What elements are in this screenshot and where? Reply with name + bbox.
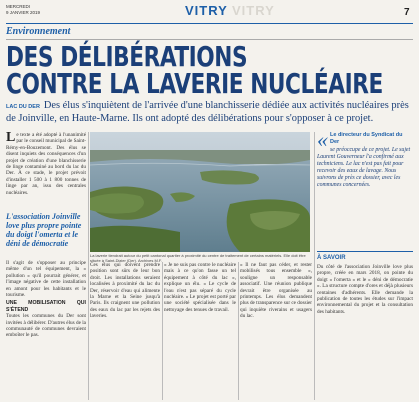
article-column-3 (164, 262, 236, 400)
article-column-5 (317, 264, 413, 400)
page-number: 7 (404, 7, 410, 18)
photo-caption: La laverie tiendrait autour du petit cantonal quartier à proximité du centre de traitement de certains matériels. Elle doit être située à Saint-Dizier (Der). Archives M.F. (90, 253, 306, 263)
header-rule (6, 23, 413, 24)
issue-date-text: 9 JANVIER 2019 (6, 9, 41, 15)
section-label: Environnement (6, 26, 71, 37)
subhead: UNE MOBILISATION QUI S'ÉTEND (6, 300, 86, 313)
column-2-text: Ces élus qui doivent prendre position sont sûrs de leur bon droit. Les installations seraient localisées à proximité du lac du Der, réservoir d'eau qui alimente la Marne et la Seine jusqu'à Paris. Ils craignent une pollution des eaux du lac par les rejets des laveries. (90, 262, 160, 320)
article-column-1 (6, 132, 86, 210)
lead-text: Des élus s'inquiètent de l'arrivée d'une blanchisserie dédiée aux activités nucléaires près de Joinville, en Haute-Marne. Ils ont adopté des délibérations pour s'opposer à ce projet. (6, 100, 409, 124)
column-divider (88, 132, 89, 400)
headline-line-1: DES DÉLIBÉRATIONS (6, 40, 248, 73)
column-1b-text: Il s'agit de s'opposer au principe même d'un tel équipement, la « pollution » qu'il pourrait générer, et l'image négative de cette installation en amont pour les habitants et le tourisme. (6, 260, 86, 299)
drop-cap: L (6, 132, 16, 145)
column-divider (238, 262, 239, 400)
issue-day: MERCREDI (6, 4, 31, 9)
article-column-1b (6, 260, 86, 400)
quote-mark-icon: « (317, 127, 328, 152)
column-divider (314, 132, 315, 400)
headline-line-2: CONTRE LA LAVERIE NUCLÉAIRE (6, 67, 383, 100)
issue-date (6, 4, 40, 15)
article-column-2 (90, 262, 160, 400)
article-lead (6, 100, 414, 125)
article-column-4 (240, 262, 312, 400)
column-1-text: e texte a été adopté à l'unanimité par le conseil municipal de Saint-Rémy-en-Bouzemont. Des élus se disent inquiets des conséquences d'un projet de création d'une blanchisserie de linge contaminé au bord du lac du Der. À ce stade, le projet prévoit d'installer 1 500 à 1 800 tonnes de linge par an, issu des centrales nucléaires. (6, 132, 86, 196)
quote-text: se préoccupe de ce projet. Le sujet Laurent Gouverneur l'a confirmé aux techniciens. Le lac n'est pas fait pour recevoir des eaux de lavage. Nous suivrons de près ce dossier, avec les communes concernées. (317, 147, 411, 188)
column-3-text: « Je ne suis pas contre le nucléaire mais à ce qu'on fasse un tel équipement à côté du lac », explique un élu. « Le cycle de l'eau n'est pas séparé du cycle nucléaire. » Le projet est porté par une société spécialisée dans le nettoyage des tenues de travail. (164, 262, 236, 313)
lake-aerial-photo (90, 132, 310, 252)
column-1b-text-2: Toutes les communes du Der sont invitées à délibérer. D'autres élus de la communauté de communes devraient emboîter le pas. (6, 313, 86, 339)
box-rule (317, 251, 413, 252)
town-header-ghost: VITRY (232, 3, 275, 18)
aerial-photo-image (90, 132, 310, 252)
town-header: VITRY (185, 3, 228, 18)
column-4-text: « Il ne faut pas céder, et rester mobilisés tous ensemble », souligne un responsable associatif. Une réunion publique devrait être organisée au printemps. Les élus demandent plus de transparence sur ce dossier qui inquiète riverains et usagers du lac. (240, 262, 312, 320)
headline (6, 40, 383, 100)
column-divider (162, 262, 163, 400)
quote-lead: Le directeur du Syndicat du Der (330, 132, 403, 145)
quote-box (317, 127, 413, 189)
box-label: À SAVOIR (317, 255, 346, 261)
pull-quote: L'association Joinville love plus propre pointe du doigt l'omerta et le déni de démocratie (6, 212, 82, 248)
column-5-text: Du côté de l'association Joinville love plus propre, créée en mars 2018, on pointe du doigt « l'omerta » et le « déni de démocratie ». La structure compte d'ores et déjà plusieurs centaines d'adhérents. Elle demande la publication de toutes les études sur l'impact environnemental du projet et la consultation des habitants. (317, 264, 413, 315)
dateline-tag: LAC DU DER (6, 104, 40, 110)
